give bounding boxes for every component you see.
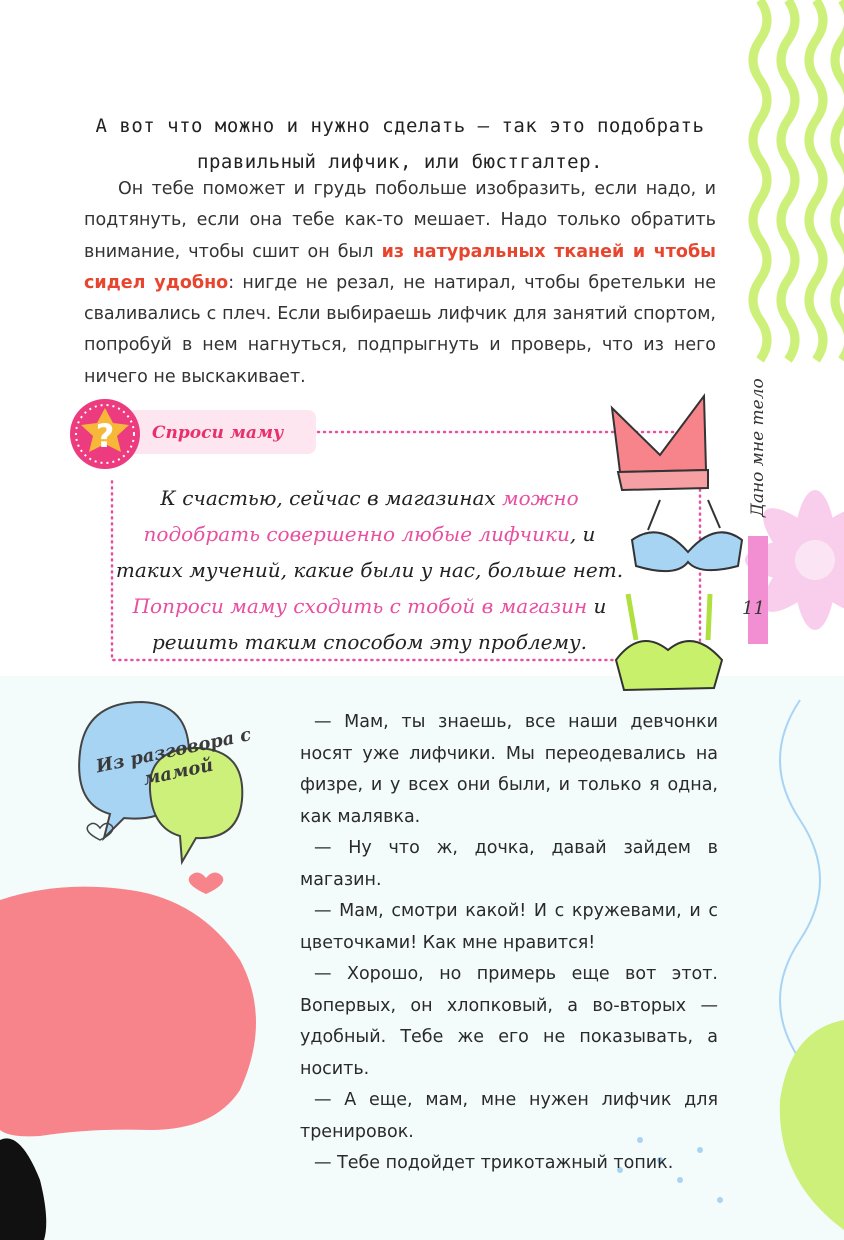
conversation-label: Из разговора с мамой: [94, 724, 254, 790]
side-tab: [748, 536, 768, 644]
coral-bra-illustration: [612, 396, 708, 490]
paragraph-text-after: : нигде не резал, не натирал, чтобы бретельки не сваливались с плеч. Если выбираешь лифчик для занятий спортом, попробуй в нем нагнуться, подпрыгнуть и проверь, что из него ничего не выскакивает.: [84, 272, 716, 387]
heart-icon: [189, 872, 224, 894]
lime-blob-decoration: [780, 1020, 844, 1230]
dialogue-line: — Мам, ты знаешь, все наши девчонки носят уже лифчики. Мы переодевались на физре, и у всех они были, и только я одна, как малявка.: [300, 712, 718, 827]
ask-mom-text-part: и решить таким способом эту проблему.: [151, 594, 607, 654]
wavy-stripes-decoration: [753, 0, 844, 360]
ask-mom-text-part: К счастью, сейчас в магазинах: [160, 486, 503, 510]
paragraph-text-before: Он тебе поможет и грудь побольше изобразить, если надо, и подтянуть, если она тебе как-то мешает. Надо только обратить внимание, чтобы сшит он был: [84, 179, 716, 262]
ask-mom-pink-part: можно подобрать совершенно любые лифчики: [143, 486, 579, 546]
dialogue: [300, 707, 718, 1180]
lime-bra-illustration: [616, 594, 722, 690]
ask-mom-pink-part: Попроси маму сходить с тобой в магазин: [132, 594, 588, 618]
ask-mom-text-part: , и таких мучений, какие были у нас, больше нет.: [115, 522, 624, 582]
dialogue-line: — А еще, мам, мне нужен лифчик для тренировок.: [300, 1090, 718, 1142]
intro-heading: А вот что можно и нужно сделать — так это подобрать правильный лифчик, или бюстгалтер.: [95, 115, 705, 173]
dialogue-line: — Хорошо, но примерь еще вот этот. Вопервых, он хлопковый, а во-вторых — удобный. Тебе же его не показывать, а носить.: [300, 964, 718, 1079]
chapter-side-title: Дано мне тело: [748, 378, 768, 517]
main-paragraph: [84, 174, 716, 393]
paragraph-highlight: из натуральных тканей и чтобы сидел удобно: [84, 241, 716, 293]
ask-mom-label: Спроси маму: [152, 423, 284, 443]
page-number: 11: [742, 598, 765, 619]
dialogue-line: — Мам, смотри какой! И с кружевами, и с цветочками! Как мне нравится!: [300, 901, 718, 953]
blue-swirl-decoration: [780, 700, 820, 1060]
coral-blob-decoration: [0, 887, 256, 1137]
dialogue-line: — Тебе подойдет трикотажный топик.: [314, 1153, 674, 1173]
dialogue-line: — Ну что ж, дочка, давай зайдем в магазин.: [300, 838, 718, 890]
blue-bra-illustration: [632, 500, 742, 571]
question-icon: ?: [95, 417, 115, 455]
ask-mom-text: [112, 480, 627, 660]
